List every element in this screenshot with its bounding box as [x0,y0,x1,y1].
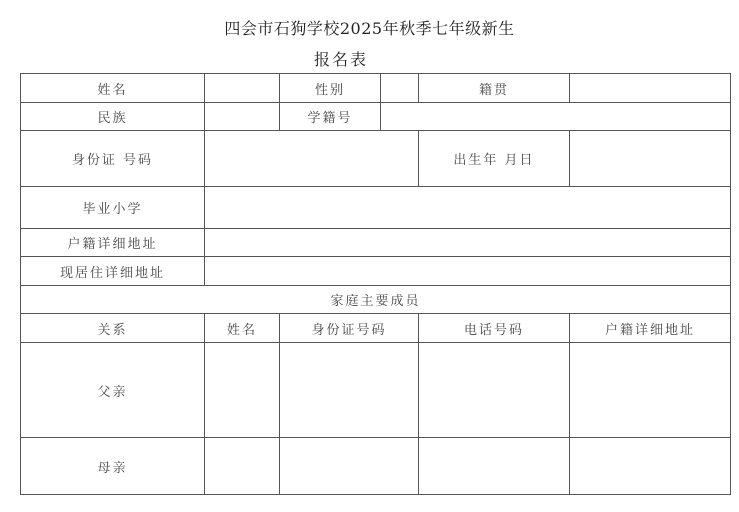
relation-father: 父亲 [21,343,205,438]
native-place-field[interactable] [570,74,731,103]
column-header-phone: 电话号码 [419,314,570,343]
birth-date-field[interactable] [570,131,731,187]
name-field[interactable] [205,74,280,103]
household-address-field[interactable] [205,229,731,257]
id-card-label: 身份证 号码 [21,131,205,187]
mother-phone-field[interactable] [419,438,570,495]
student-id-field[interactable] [381,103,731,131]
father-address-field[interactable] [570,343,731,438]
column-header-name: 姓名 [205,314,280,343]
basic-info-row-1 [21,74,731,103]
primary-school-field[interactable] [205,187,731,229]
primary-school-label: 毕业小学 [21,187,205,229]
registration-form-table [20,73,731,495]
father-name-field[interactable] [205,343,280,438]
student-id-label: 学籍号 [280,103,381,131]
basic-info-row-4 [21,187,731,229]
table-row [21,343,731,438]
form-title: 四会市石狗学校2025年秋季七年级新生 [224,19,515,38]
name-label: 姓名 [21,74,205,103]
basic-info-row-2 [21,103,731,131]
column-header-address: 户籍详细地址 [570,314,731,343]
relation-mother: 母亲 [21,438,205,495]
family-section-row [21,286,731,314]
ethnicity-field[interactable] [205,103,280,131]
birth-date-label: 出生年 月日 [419,131,570,187]
ethnicity-label: 民族 [21,103,205,131]
form-subtitle: 报名表 [314,50,369,69]
father-phone-field[interactable] [419,343,570,438]
gender-label: 性别 [280,74,381,103]
id-card-field[interactable] [205,131,419,187]
native-place-label: 籍贯 [419,74,570,103]
column-header-relation: 关系 [21,314,205,343]
gender-field[interactable] [381,74,419,103]
basic-info-row-3 [21,131,731,187]
current-address-field[interactable] [205,257,731,286]
mother-name-field[interactable] [205,438,280,495]
household-address-label: 户籍详细地址 [21,229,205,257]
column-header-id-number: 身份证号码 [280,314,419,343]
current-address-label: 现居住详细地址 [21,257,205,286]
father-id-field[interactable] [280,343,419,438]
basic-info-row-6 [21,257,731,286]
family-header-row [21,314,731,343]
family-section-label: 家庭主要成员 [21,286,731,314]
table-row [21,438,731,495]
basic-info-row-5 [21,229,731,257]
mother-address-field[interactable] [570,438,731,495]
mother-id-field[interactable] [280,438,419,495]
